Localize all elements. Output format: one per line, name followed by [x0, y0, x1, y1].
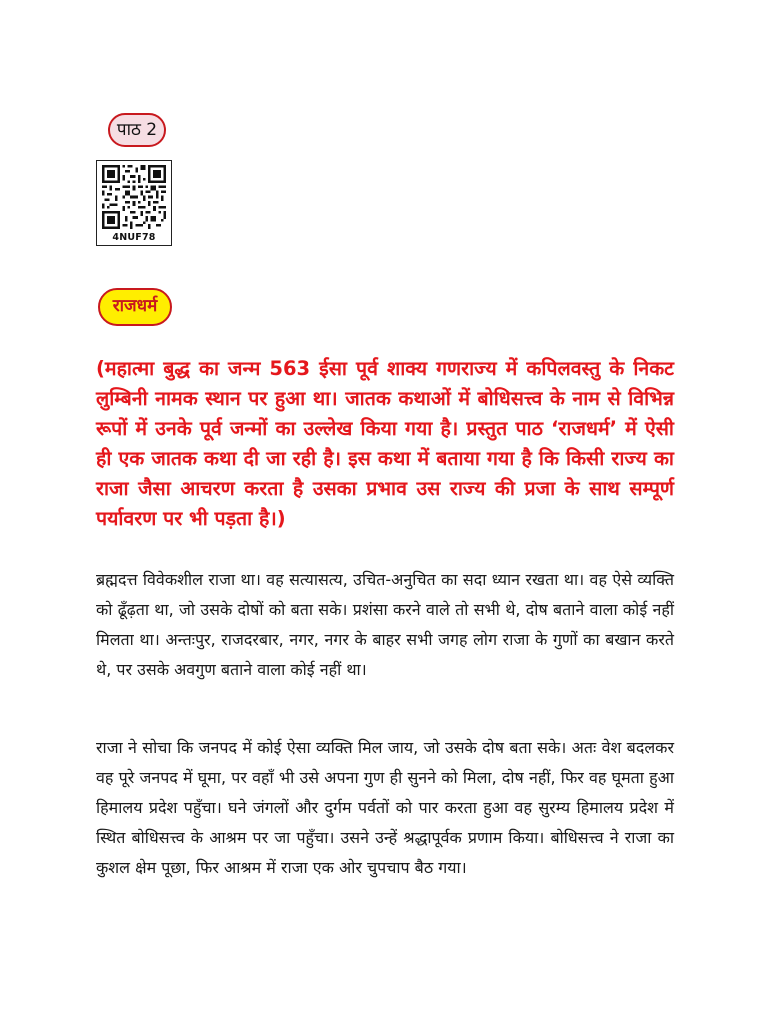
body-paragraph-1: ब्रह्मदत्त विवेकशील राजा था। वह सत्यासत्य, उचित-अनुचित का सदा ध्यान रखता था। वह ऐसे व्यक्ति को ढूँढ़ता था, जो उसके दोषों को बता सके। प्रशंसा करने वाले तो सभी थे, दोष बताने वाला कोई नहीं मिलता था। अन्तःपुर, राजदरबार, नगर, नगर के बाहर सभी जगह लोग राजा के गुणों का बखान करते थे, पर उसके अवगुण बताने वाला कोई नहीं था।	[96, 570, 674, 679]
qr-code-icon	[102, 165, 166, 229]
body-paragraph-2: राजा ने सोचा कि जनपद में कोई ऐसा व्यक्ति मिल जाय, जो उसके दोष बता सके। अतः वेश बदलकर वह पूरे जनपद में घूमा, पर वहाँ भी उसे अपना गुण ही सुनने को मिला, दोष नहीं, फिर वह घूमता हुआ हिमालय प्रदेश पहुँचा। घने जंगलों और दुर्गम पर्वतों को पार करता हुआ वह सुरम्य हिमालय प्रदेश में स्थित बोधिसत्त्व के आश्रम पर जा पहुँचा। उसने उन्हें श्रद्धापूर्वक प्रणाम किया। बोधिसत्त्व ने राजा का कुशल क्षेम पूछा, फिर आश्रम में राजा एक ओर चुपचाप बैठ गया।	[96, 738, 674, 877]
qr-code-label: 4NUF78	[112, 232, 156, 243]
lesson-number-badge: पाठ 2	[108, 113, 166, 147]
qr-code[interactable]	[96, 160, 172, 246]
intro-paragraph: (महात्मा बुद्ध का जन्म 563 ईसा पूर्व शाक्य गणराज्य में कपिलवस्तु के निकट लुम्बिनी नामक स्थान पर हुआ था। जातक कथाओं में बोधिसत्त्व के नाम से विभिन्न रूपों में उनके पूर्व जन्मों का उल्लेख किया गया है। प्रस्तुत पाठ ‘राजधर्म’ में ऐसी ही एक जातक कथा दी जा रही है। इस कथा में बताया गया है कि किसी राज्य का राजा जैसा आचरण करता है उसका प्रभाव उस राज्य की प्रजा के साथ सम्पूर्ण पर्यावरण पर भी पड़ता है।)	[96, 357, 674, 530]
lesson-title: राजधर्म	[98, 288, 172, 326]
